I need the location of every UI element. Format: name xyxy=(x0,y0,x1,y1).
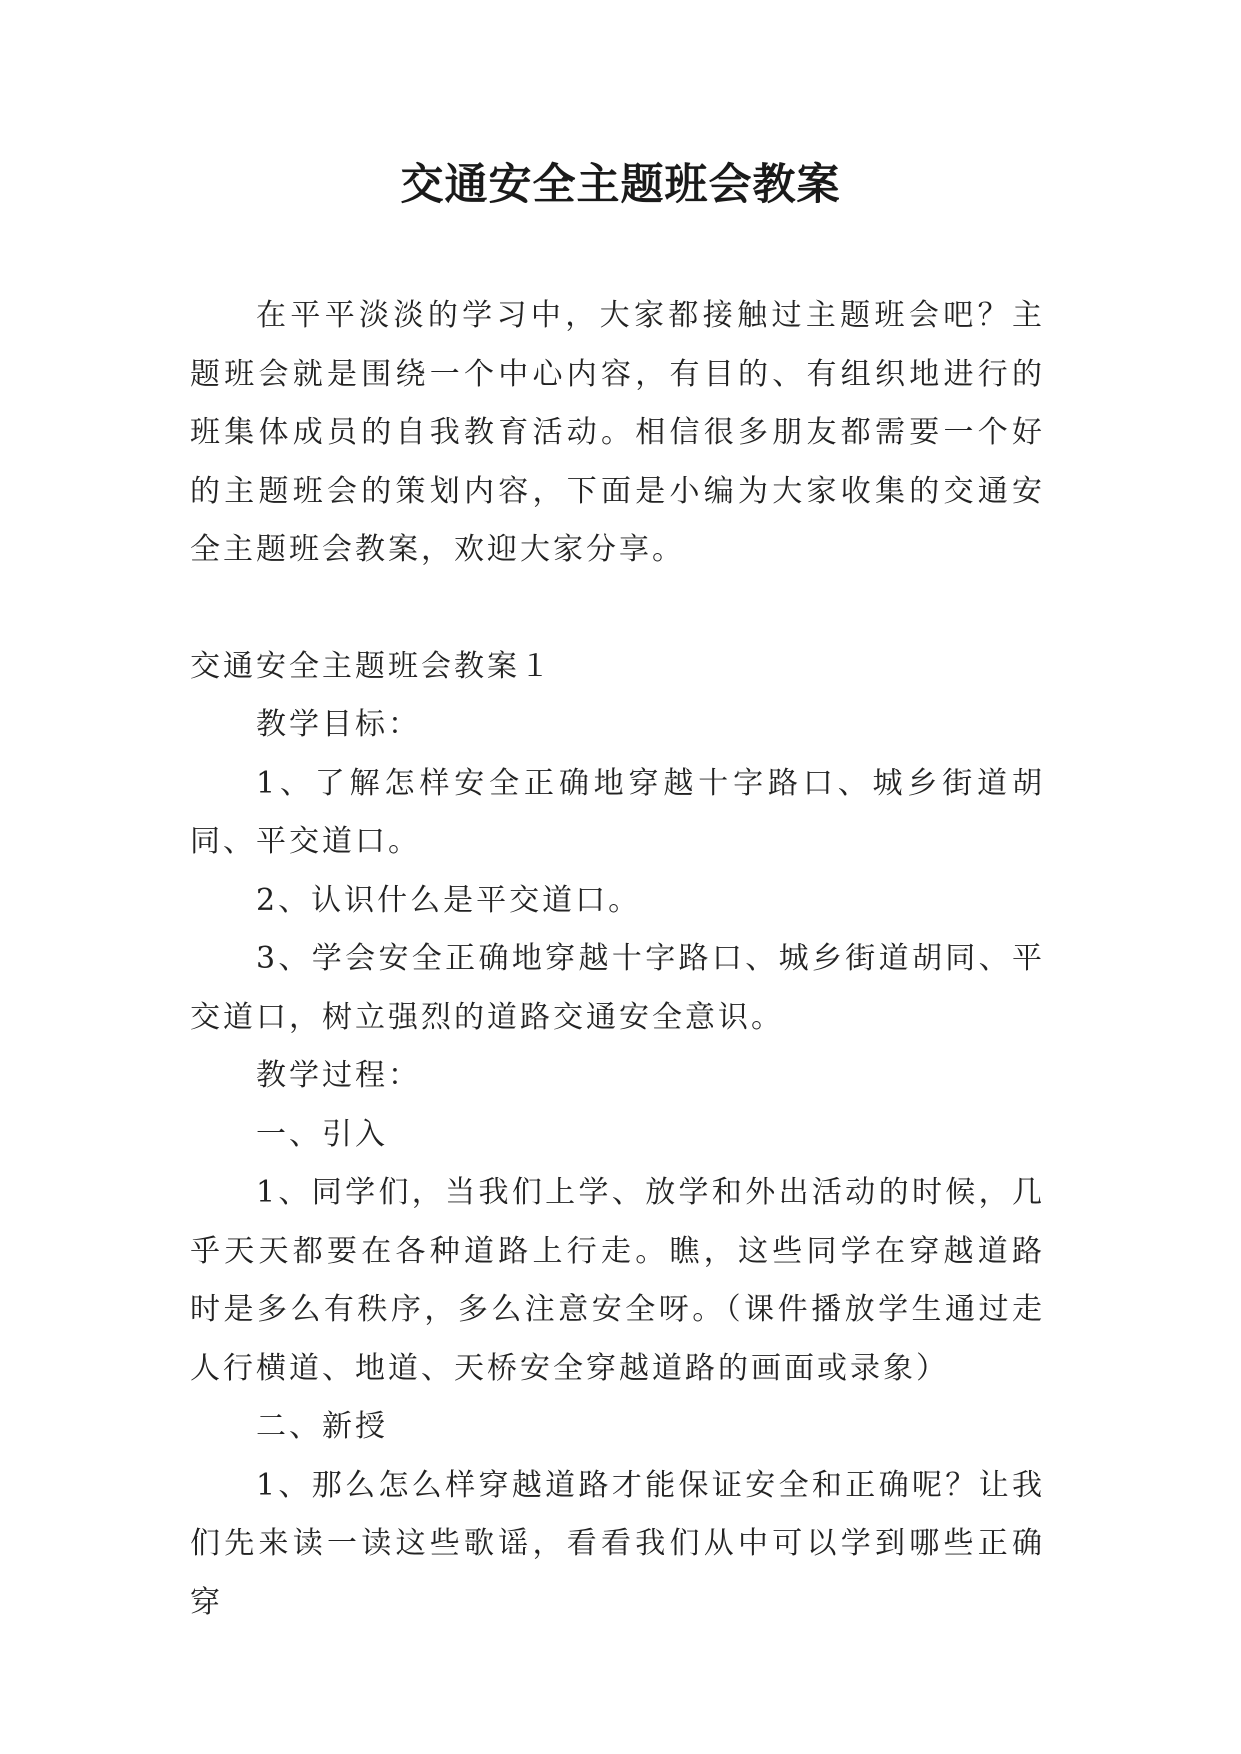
paragraph-intro-1: 1、同学们，当我们上学、放学和外出活动的时候，几乎天天都要在各种道路上行走。瞧，这些同学在穿越道路时是多么有秩序，多么注意安全呀。（课件播放学生通过走人行横道、地道、天桥安全穿越道路的画面或录象） xyxy=(190,1175,1045,1386)
paragraph-new-1: 1、那么怎么样穿越道路才能保证安全和正确呢？让我们先来读一读这些歌谣，看看我们从中可以学到哪些正确穿 xyxy=(190,1467,1045,1620)
paragraph-teaching-goals: 教学目标： xyxy=(256,707,421,742)
document-body xyxy=(190,287,1045,1632)
paragraph-goal-1: 1、了解怎样安全正确地穿越十字路口、城乡街道胡同、平交道口。 xyxy=(190,765,1045,859)
paragraph-teaching-process: 教学过程： xyxy=(256,1058,421,1093)
intro-paragraph: 在平平淡淡的学习中，大家都接触过主题班会吧？主题班会就是围绕一个中心内容，有目的、有组织地进行的班集体成员的自我教育活动。相信很多朋友都需要一个好的主题班会的策划内容，下面是小编为大家收集的交通安全主题班会教案，欢迎大家分享。 xyxy=(190,298,1045,567)
paragraph-intro-section: 一、引入 xyxy=(256,1116,388,1152)
paragraph-goal-2: 2、认识什么是平交道口。 xyxy=(256,882,642,918)
document-title: 交通安全主题班会教案 xyxy=(400,160,841,210)
paragraph-new-section: 二、新授 xyxy=(256,1409,388,1444)
section-heading: 交通安全主题班会教案１ xyxy=(190,648,553,684)
paragraph-goal-3: 3、学会安全正确地穿越十字路口、城乡街道胡同、平交道口，树立强烈的道路交通安全意识。 xyxy=(190,941,1045,1035)
